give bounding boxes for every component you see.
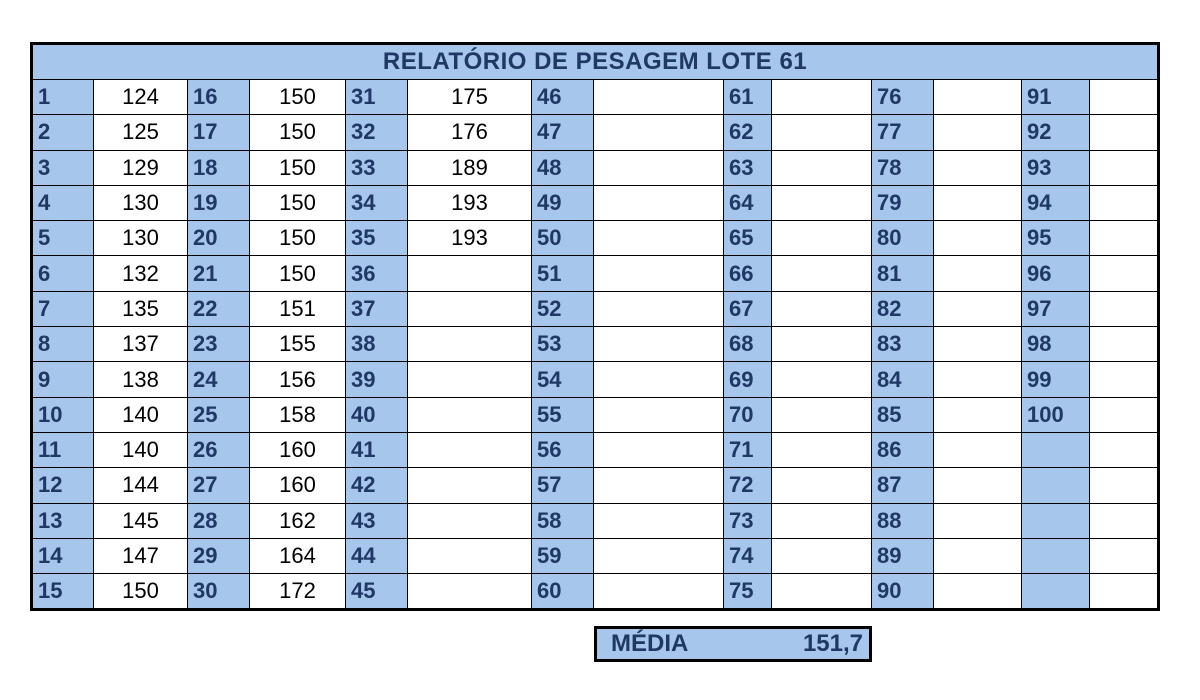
- table-row: [32, 397, 1159, 432]
- item-number-cell: 26: [188, 432, 250, 467]
- weight-value-cell: [934, 327, 1022, 362]
- weight-value-cell: 135: [94, 291, 188, 326]
- weight-value-cell: [772, 256, 872, 291]
- weight-value-cell: [594, 80, 724, 115]
- item-number-cell: 23: [188, 327, 250, 362]
- item-number-cell: 44: [346, 538, 408, 573]
- weight-value-cell: [1090, 327, 1159, 362]
- weight-value-cell: [772, 468, 872, 503]
- weight-value-cell: [1090, 503, 1159, 538]
- item-number-cell: 43: [346, 503, 408, 538]
- item-number-cell: 60: [532, 574, 594, 610]
- weight-value-cell: 155: [250, 327, 346, 362]
- item-number-cell: 80: [872, 221, 934, 256]
- weight-value-cell: [772, 221, 872, 256]
- weight-value-cell: [772, 503, 872, 538]
- item-number-cell: 55: [532, 397, 594, 432]
- item-number-cell: 9: [32, 362, 94, 397]
- weight-value-cell: [594, 221, 724, 256]
- item-number-cell: [1022, 468, 1090, 503]
- weight-value-cell: 150: [250, 221, 346, 256]
- weight-value-cell: 151: [250, 291, 346, 326]
- item-number-cell: 25: [188, 397, 250, 432]
- item-number-cell: 50: [532, 221, 594, 256]
- item-number-cell: 57: [532, 468, 594, 503]
- weight-value-cell: [934, 80, 1022, 115]
- table-row: [32, 574, 1159, 610]
- item-number-cell: 40: [346, 397, 408, 432]
- weight-value-cell: 160: [250, 468, 346, 503]
- weight-value-cell: [934, 468, 1022, 503]
- item-number-cell: 69: [724, 362, 772, 397]
- weight-value-cell: 189: [408, 150, 532, 185]
- report-body: [32, 80, 1159, 610]
- weight-value-cell: [772, 115, 872, 150]
- weight-value-cell: 125: [94, 115, 188, 150]
- weight-value-cell: [1090, 185, 1159, 220]
- item-number-cell: 92: [1022, 115, 1090, 150]
- item-number-cell: 90: [872, 574, 934, 610]
- weight-value-cell: [772, 150, 872, 185]
- item-number-cell: 5: [32, 221, 94, 256]
- weight-value-cell: [934, 503, 1022, 538]
- weight-value-cell: [408, 256, 532, 291]
- item-number-cell: 12: [32, 468, 94, 503]
- item-number-cell: 38: [346, 327, 408, 362]
- weight-value-cell: 137: [94, 327, 188, 362]
- item-number-cell: 4: [32, 185, 94, 220]
- item-number-cell: 45: [346, 574, 408, 610]
- item-number-cell: 42: [346, 468, 408, 503]
- item-number-cell: 28: [188, 503, 250, 538]
- item-number-cell: 98: [1022, 327, 1090, 362]
- weight-value-cell: [1090, 115, 1159, 150]
- item-number-cell: 59: [532, 538, 594, 573]
- table-row: [32, 362, 1159, 397]
- weight-value-cell: [408, 397, 532, 432]
- item-number-cell: 74: [724, 538, 772, 573]
- item-number-cell: 97: [1022, 291, 1090, 326]
- item-number-cell: 86: [872, 432, 934, 467]
- weight-value-cell: [408, 468, 532, 503]
- item-number-cell: 79: [872, 185, 934, 220]
- item-number-cell: 18: [188, 150, 250, 185]
- item-number-cell: 85: [872, 397, 934, 432]
- weight-value-cell: [934, 185, 1022, 220]
- item-number-cell: 29: [188, 538, 250, 573]
- item-number-cell: 76: [872, 80, 934, 115]
- weight-value-cell: [1090, 574, 1159, 610]
- item-number-cell: [1022, 538, 1090, 573]
- item-number-cell: 48: [532, 150, 594, 185]
- item-number-cell: 8: [32, 327, 94, 362]
- item-number-cell: 37: [346, 291, 408, 326]
- weight-value-cell: [1090, 432, 1159, 467]
- weight-value-cell: 130: [94, 221, 188, 256]
- item-number-cell: 88: [872, 503, 934, 538]
- item-number-cell: 83: [872, 327, 934, 362]
- item-number-cell: 49: [532, 185, 594, 220]
- weight-value-cell: [1090, 150, 1159, 185]
- weight-value-cell: [1090, 397, 1159, 432]
- item-number-cell: 99: [1022, 362, 1090, 397]
- table-row: [32, 185, 1159, 220]
- weight-value-cell: 140: [94, 397, 188, 432]
- item-number-cell: 64: [724, 185, 772, 220]
- weight-value-cell: 129: [94, 150, 188, 185]
- weight-value-cell: [934, 150, 1022, 185]
- weight-value-cell: [1090, 468, 1159, 503]
- table-row: [32, 256, 1159, 291]
- weight-value-cell: [1090, 256, 1159, 291]
- weight-value-cell: [408, 327, 532, 362]
- item-number-cell: 72: [724, 468, 772, 503]
- item-number-cell: 67: [724, 291, 772, 326]
- item-number-cell: 20: [188, 221, 250, 256]
- weight-value-cell: [594, 256, 724, 291]
- item-number-cell: 77: [872, 115, 934, 150]
- weight-value-cell: 193: [408, 185, 532, 220]
- weight-value-cell: [594, 327, 724, 362]
- table-row: [32, 432, 1159, 467]
- weight-value-cell: [1090, 538, 1159, 573]
- table-row: [32, 80, 1159, 115]
- weight-value-cell: [594, 185, 724, 220]
- item-number-cell: 68: [724, 327, 772, 362]
- item-number-cell: 75: [724, 574, 772, 610]
- item-number-cell: 35: [346, 221, 408, 256]
- item-number-cell: 13: [32, 503, 94, 538]
- item-number-cell: 11: [32, 432, 94, 467]
- weight-value-cell: [772, 291, 872, 326]
- weight-value-cell: [594, 291, 724, 326]
- item-number-cell: 51: [532, 256, 594, 291]
- weight-value-cell: [772, 432, 872, 467]
- item-number-cell: 32: [346, 115, 408, 150]
- item-number-cell: 24: [188, 362, 250, 397]
- weight-value-cell: 150: [250, 115, 346, 150]
- weight-value-cell: [772, 538, 872, 573]
- item-number-cell: 58: [532, 503, 594, 538]
- weight-value-cell: [934, 538, 1022, 573]
- weight-value-cell: 130: [94, 185, 188, 220]
- weight-value-cell: [1090, 80, 1159, 115]
- item-number-cell: 41: [346, 432, 408, 467]
- weight-value-cell: [408, 538, 532, 573]
- item-number-cell: 22: [188, 291, 250, 326]
- weight-value-cell: 150: [94, 574, 188, 610]
- weight-value-cell: [772, 362, 872, 397]
- average-value: 151,7: [802, 630, 863, 657]
- weight-value-cell: [408, 432, 532, 467]
- table-row: [32, 291, 1159, 326]
- weight-value-cell: 132: [94, 256, 188, 291]
- weight-value-cell: [594, 150, 724, 185]
- item-number-cell: 91: [1022, 80, 1090, 115]
- weight-value-cell: 162: [250, 503, 346, 538]
- weight-value-cell: [1090, 291, 1159, 326]
- item-number-cell: 3: [32, 150, 94, 185]
- item-number-cell: 2: [32, 115, 94, 150]
- item-number-cell: 70: [724, 397, 772, 432]
- weight-value-cell: [772, 574, 872, 610]
- item-number-cell: [1022, 574, 1090, 610]
- weight-value-cell: [934, 574, 1022, 610]
- weight-value-cell: [934, 115, 1022, 150]
- weight-value-cell: 176: [408, 115, 532, 150]
- item-number-cell: 21: [188, 256, 250, 291]
- weight-value-cell: 150: [250, 256, 346, 291]
- item-number-cell: 15: [32, 574, 94, 610]
- weight-value-cell: 158: [250, 397, 346, 432]
- item-number-cell: 87: [872, 468, 934, 503]
- item-number-cell: 54: [532, 362, 594, 397]
- weight-value-cell: [594, 115, 724, 150]
- weight-value-cell: [772, 80, 872, 115]
- weight-value-cell: [408, 362, 532, 397]
- weight-value-cell: 150: [250, 185, 346, 220]
- average-label: MÉDIA: [611, 630, 689, 657]
- weight-value-cell: 150: [250, 80, 346, 115]
- weight-value-cell: 164: [250, 538, 346, 573]
- weight-value-cell: [408, 291, 532, 326]
- item-number-cell: 6: [32, 256, 94, 291]
- report-title: RELATÓRIO DE PESAGEM LOTE 61: [32, 44, 1159, 80]
- weight-value-cell: [772, 185, 872, 220]
- item-number-cell: 63: [724, 150, 772, 185]
- item-number-cell: 39: [346, 362, 408, 397]
- item-number-cell: 100: [1022, 397, 1090, 432]
- weight-value-cell: 156: [250, 362, 346, 397]
- item-number-cell: 89: [872, 538, 934, 573]
- item-number-cell: 84: [872, 362, 934, 397]
- weight-value-cell: [594, 362, 724, 397]
- item-number-cell: 52: [532, 291, 594, 326]
- weight-value-cell: [934, 432, 1022, 467]
- item-number-cell: 7: [32, 291, 94, 326]
- item-number-cell: 66: [724, 256, 772, 291]
- table-row: [32, 115, 1159, 150]
- average-box: [594, 626, 872, 662]
- item-number-cell: 33: [346, 150, 408, 185]
- weight-value-cell: [594, 574, 724, 610]
- weight-value-cell: 138: [94, 362, 188, 397]
- weight-value-cell: [934, 256, 1022, 291]
- item-number-cell: 14: [32, 538, 94, 573]
- weight-value-cell: [772, 327, 872, 362]
- table-row: [32, 327, 1159, 362]
- weight-value-cell: 160: [250, 432, 346, 467]
- item-number-cell: 62: [724, 115, 772, 150]
- weight-value-cell: 150: [250, 150, 346, 185]
- weight-value-cell: [594, 503, 724, 538]
- weight-value-cell: [594, 468, 724, 503]
- item-number-cell: 16: [188, 80, 250, 115]
- item-number-cell: [1022, 432, 1090, 467]
- table-row: [32, 503, 1159, 538]
- item-number-cell: 10: [32, 397, 94, 432]
- weight-value-cell: [594, 538, 724, 573]
- item-number-cell: 71: [724, 432, 772, 467]
- item-number-cell: 27: [188, 468, 250, 503]
- weight-value-cell: 193: [408, 221, 532, 256]
- item-number-cell: 81: [872, 256, 934, 291]
- weight-value-cell: [934, 397, 1022, 432]
- weight-value-cell: 144: [94, 468, 188, 503]
- item-number-cell: 56: [532, 432, 594, 467]
- item-number-cell: 19: [188, 185, 250, 220]
- item-number-cell: 17: [188, 115, 250, 150]
- item-number-cell: [1022, 503, 1090, 538]
- weight-value-cell: 140: [94, 432, 188, 467]
- weight-value-cell: 175: [408, 80, 532, 115]
- weight-value-cell: 147: [94, 538, 188, 573]
- weight-value-cell: [1090, 362, 1159, 397]
- weight-value-cell: [934, 221, 1022, 256]
- item-number-cell: 34: [346, 185, 408, 220]
- item-number-cell: 82: [872, 291, 934, 326]
- item-number-cell: 1: [32, 80, 94, 115]
- table-row: [32, 221, 1159, 256]
- item-number-cell: 31: [346, 80, 408, 115]
- weight-value-cell: [408, 574, 532, 610]
- item-number-cell: 65: [724, 221, 772, 256]
- item-number-cell: 30: [188, 574, 250, 610]
- table-row: [32, 538, 1159, 573]
- weighing-report-table: [30, 42, 1160, 611]
- weight-value-cell: [934, 291, 1022, 326]
- weight-value-cell: [1090, 221, 1159, 256]
- item-number-cell: 94: [1022, 185, 1090, 220]
- weight-value-cell: [772, 397, 872, 432]
- item-number-cell: 95: [1022, 221, 1090, 256]
- weight-value-cell: [594, 397, 724, 432]
- item-number-cell: 36: [346, 256, 408, 291]
- table-row: [32, 150, 1159, 185]
- weight-value-cell: 124: [94, 80, 188, 115]
- item-number-cell: 73: [724, 503, 772, 538]
- item-number-cell: 47: [532, 115, 594, 150]
- item-number-cell: 96: [1022, 256, 1090, 291]
- item-number-cell: 78: [872, 150, 934, 185]
- item-number-cell: 46: [532, 80, 594, 115]
- weight-value-cell: [594, 432, 724, 467]
- weight-value-cell: 172: [250, 574, 346, 610]
- table-row: [32, 468, 1159, 503]
- item-number-cell: 93: [1022, 150, 1090, 185]
- weight-value-cell: [408, 503, 532, 538]
- weight-value-cell: [934, 362, 1022, 397]
- weight-value-cell: 145: [94, 503, 188, 538]
- item-number-cell: 61: [724, 80, 772, 115]
- item-number-cell: 53: [532, 327, 594, 362]
